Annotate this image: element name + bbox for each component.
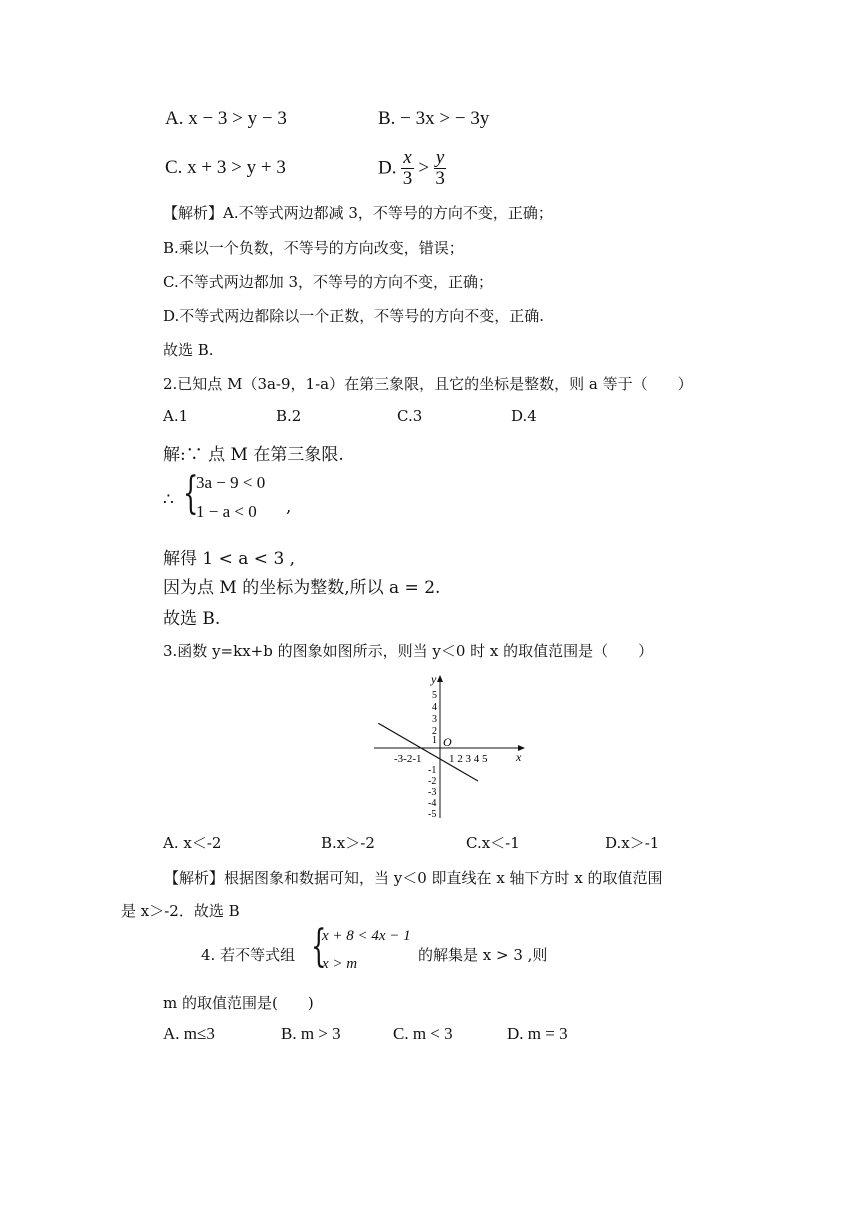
- y-tick-label: -2: [428, 776, 437, 787]
- y-tick-label: 5: [432, 690, 437, 701]
- q2-solution-line-3: 解得 1 < a < 3 ,: [163, 549, 296, 569]
- q3-option-b: B.x＞-2: [321, 834, 375, 852]
- q2-option-a: A.1: [163, 407, 189, 425]
- y-tick-label: -1: [428, 765, 437, 776]
- q2-system-row-1: 3a − 9 < 0: [196, 473, 266, 492]
- q1-option-d-left-fraction: [401, 148, 413, 189]
- q2-system-row-2: 1 − a < 0: [196, 502, 257, 521]
- q2-solution-line-1: 解:∵ 点 M 在第三象限.: [163, 445, 344, 465]
- q4-option-d: D. m = 3: [507, 1024, 568, 1043]
- q2-stem: 2.已知点 M（3a-9，1-a）在第三象限，且它的坐标是整数，则 a 等于（ ）: [163, 375, 693, 393]
- origin-label: O: [443, 735, 452, 749]
- q4-option-c: C. m < 3: [393, 1024, 453, 1043]
- q4-system-row-2: x > m: [322, 956, 358, 972]
- q2-option-c: C.3: [397, 407, 423, 425]
- q2-inequality-system: [183, 468, 303, 528]
- q2-solution-line-5: 故选 B.: [163, 609, 221, 629]
- x-tick-labels-negative: -3-2-1: [394, 753, 422, 765]
- fraction-denominator: 3: [435, 168, 445, 189]
- q1-analysis-line-4: D.不等式两边都除以一个正数，不等号的方向不变，正确.: [163, 307, 545, 325]
- y-axis-label: y: [431, 672, 437, 686]
- q3-option-a: A. x＜-2: [163, 834, 222, 852]
- q2-therefore-symbol: ∴: [163, 490, 174, 510]
- q2-option-b: B.2: [276, 407, 302, 425]
- y-tick-label: 1: [432, 735, 437, 746]
- q4-stem-line-2: m 的取值范围是( ): [163, 994, 314, 1012]
- y-axis-arrow-icon: [437, 675, 443, 682]
- q2-option-d: D.4: [511, 407, 537, 425]
- q3-analysis-line-1: 【解析】根据图象和数据可知，当 y＜0 即直线在 x 轴下方时 x 的取值范围: [164, 869, 663, 887]
- q4-option-b: B. m > 3: [281, 1024, 341, 1043]
- y-tick-label: 3: [432, 714, 437, 725]
- q1-option-d: [378, 148, 446, 189]
- q1-analysis-line-5: 故选 B.: [163, 341, 214, 359]
- q4-inequality-system: [311, 921, 421, 981]
- q4-stem-suffix: 的解集是 x > 3 ,则: [418, 946, 548, 964]
- q1-analysis-line-1: 【解析】A.不等式两边都减 3，不等号的方向不变，正确；: [163, 204, 553, 222]
- q2-system-comma: ,: [286, 497, 292, 517]
- q1-analysis-line-2: B.乘以一个负数，不等号的方向改变，错误；: [163, 239, 464, 257]
- y-tick-label: -4: [428, 798, 437, 809]
- q3-analysis-line-2: 是 x＞-2．故选 B: [121, 902, 240, 920]
- y-tick-label: -5: [428, 809, 437, 820]
- q2-solution-line-4: 因为点 M 的坐标为整数,所以 a = 2.: [163, 578, 441, 598]
- q3-function-graph: [370, 672, 530, 822]
- y-tick-label: -3: [428, 787, 437, 798]
- q3-option-d: D.x＞-1: [605, 834, 660, 852]
- fraction-numerator: x: [403, 147, 412, 168]
- q1-option-b: B. − 3x > − 3y: [378, 108, 490, 129]
- y-tick-label: 4: [432, 702, 437, 713]
- q1-option-d-label: D.: [378, 157, 397, 179]
- fraction-numerator: y: [435, 147, 445, 168]
- q4-option-a: A. m≤3: [163, 1024, 215, 1043]
- x-axis-label: x: [516, 750, 522, 764]
- y-tick-label: 2: [432, 726, 437, 737]
- q1-option-d-right-fraction: [434, 148, 446, 189]
- fraction-denominator: 3: [402, 168, 413, 189]
- left-brace-icon: {: [183, 468, 199, 519]
- q3-stem: 3.函数 y=kx+b 的图象如图所示，则当 y＜0 时 x 的取值范围是（ ）: [163, 642, 654, 660]
- q1-option-d-operator: >: [418, 157, 430, 179]
- q3-option-c: C.x＜-1: [466, 834, 520, 852]
- q1-option-a: A. x − 3 > y − 3: [165, 108, 287, 129]
- q1-analysis-line-3: C.不等式两边都加 3，不等号的方向不变，正确；: [163, 273, 494, 291]
- x-tick-labels-positive: 1 2 3 4 5: [449, 753, 488, 765]
- q1-option-c: C. x + 3 > y + 3: [165, 157, 286, 178]
- q4-stem-prefix: 4. 若不等式组: [201, 946, 296, 964]
- q4-system-row-1: x + 8 < 4x − 1: [322, 928, 411, 944]
- left-brace-icon: {: [311, 921, 327, 972]
